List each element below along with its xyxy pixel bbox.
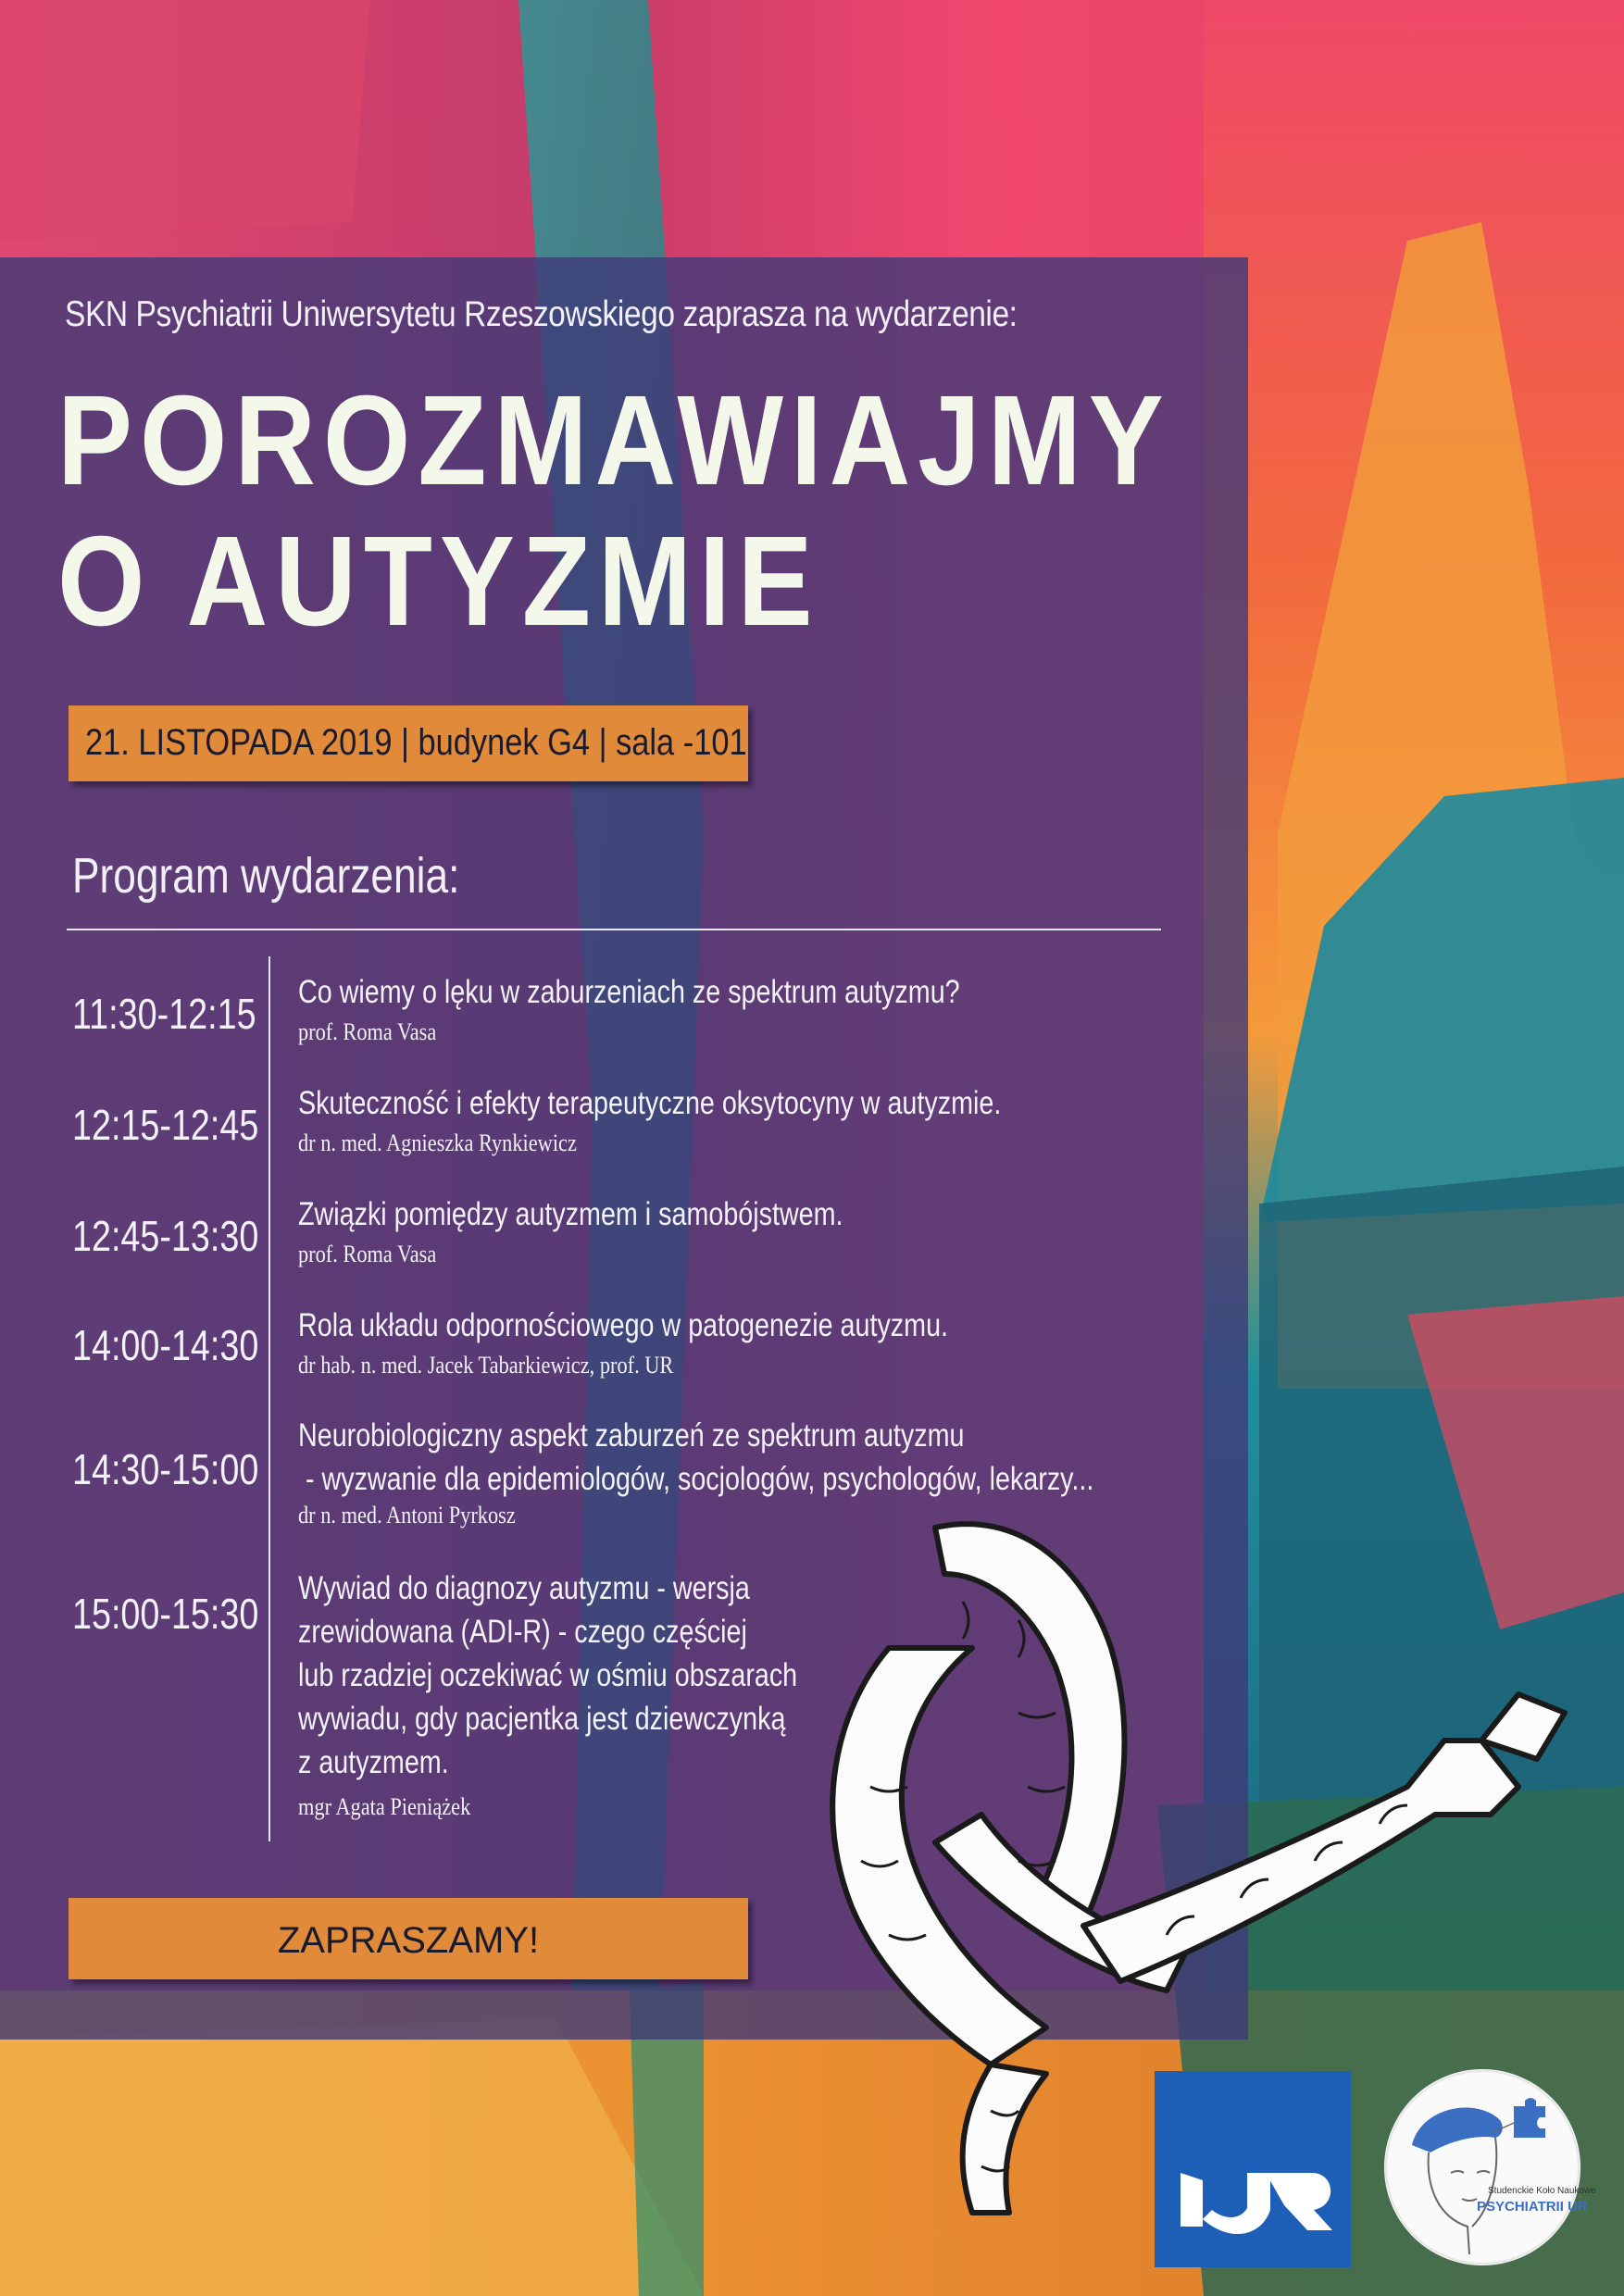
date-place-text: 21. LISTOPADA 2019 | budynek G4 | sala -101 <box>85 722 747 763</box>
program-talk-title <box>298 970 960 1014</box>
program-speaker: prof. Roma Vasa <box>298 1241 437 1267</box>
head-puzzle-icon <box>1384 2069 1580 2265</box>
program-time: 15:00-15:30 <box>72 1590 259 1638</box>
zapraszamy-banner <box>69 1898 748 1979</box>
talk-line: lub rzadziej oczekiwać w ośmiu obszarach <box>298 1657 798 1693</box>
talk-line: Co wiemy o lęku w zaburzeniach ze spektrum autyzmu? <box>298 974 960 1010</box>
program-talk-title <box>298 1414 1093 1501</box>
talk-line: Rola układu odpornościowego w patogenezie autyzmu. <box>298 1307 949 1343</box>
program-speaker: dr n. med. Antoni Pyrkosz <box>298 1502 516 1529</box>
zapraszamy-text: ZAPRASZAMY! <box>277 1920 540 1961</box>
talk-line: Wywiad do diagnozy autyzmu - wersja <box>298 1570 750 1606</box>
invite-text: SKN Psychiatrii Uniwersytetu Rzeszowskiego zaprasza na wydarzenie: <box>65 294 1018 334</box>
talk-line: Związki pomiędzy autyzmem i samobójstwem. <box>298 1196 843 1232</box>
program-talk-title <box>298 1304 948 1347</box>
timeline-line <box>269 956 270 1841</box>
skn-logo-line1: Studenckie Koło Naukowe <box>1488 2186 1596 2196</box>
program-heading: Program wydarzenia: <box>72 848 460 904</box>
event-title-line2: O AUTYZMIE <box>57 510 820 653</box>
skn-psychiatrii-logo <box>1384 2069 1596 2265</box>
program-talk-title <box>298 1192 843 1236</box>
event-title <box>57 370 1171 652</box>
program-time: 14:30-15:00 <box>72 1445 259 1493</box>
divider <box>67 929 1161 930</box>
program-speaker: dr hab. n. med. Jacek Tabarkiewicz, prof. UR <box>298 1352 674 1379</box>
program-time: 12:45-13:30 <box>72 1212 259 1260</box>
ur-logo-mark <box>1155 2071 1351 2267</box>
program-time: 11:30-12:15 <box>72 990 256 1038</box>
talk-line: wywiadu, gdy pacjentka jest dziewczynką <box>298 1701 786 1737</box>
talk-line: - wyzwanie dla epidemiologów, socjologów, psychologów, lekarzy... <box>298 1461 1094 1497</box>
talk-line: Neurobiologiczny aspekt zaburzeń ze spektrum autyzmu <box>298 1417 965 1454</box>
program-speaker: prof. Roma Vasa <box>298 1018 437 1045</box>
program-talk-title <box>298 1081 1001 1125</box>
talk-line: z autyzmem. <box>298 1744 449 1780</box>
skn-logo-line2: PSYCHIATRII UR <box>1477 2199 1588 2215</box>
talk-line: zrewidowana (ADI-R) - czego częściej <box>298 1614 747 1650</box>
program-time: 14:00-14:30 <box>72 1321 259 1369</box>
date-place-box <box>69 705 748 781</box>
program-speaker: dr n. med. Agnieszka Rynkiewicz <box>298 1129 577 1156</box>
talk-line: Skuteczność i efekty terapeutyczne oksytocyny w autyzmie. <box>298 1085 1002 1121</box>
program-time: 12:15-12:45 <box>72 1101 259 1149</box>
program-speaker: mgr Agata Pieniążek <box>298 1793 471 1820</box>
ur-logo <box>1155 2071 1351 2267</box>
program-talk-title <box>298 1566 797 1784</box>
event-title-line1: POROZMAWIAJMY <box>57 369 1171 512</box>
